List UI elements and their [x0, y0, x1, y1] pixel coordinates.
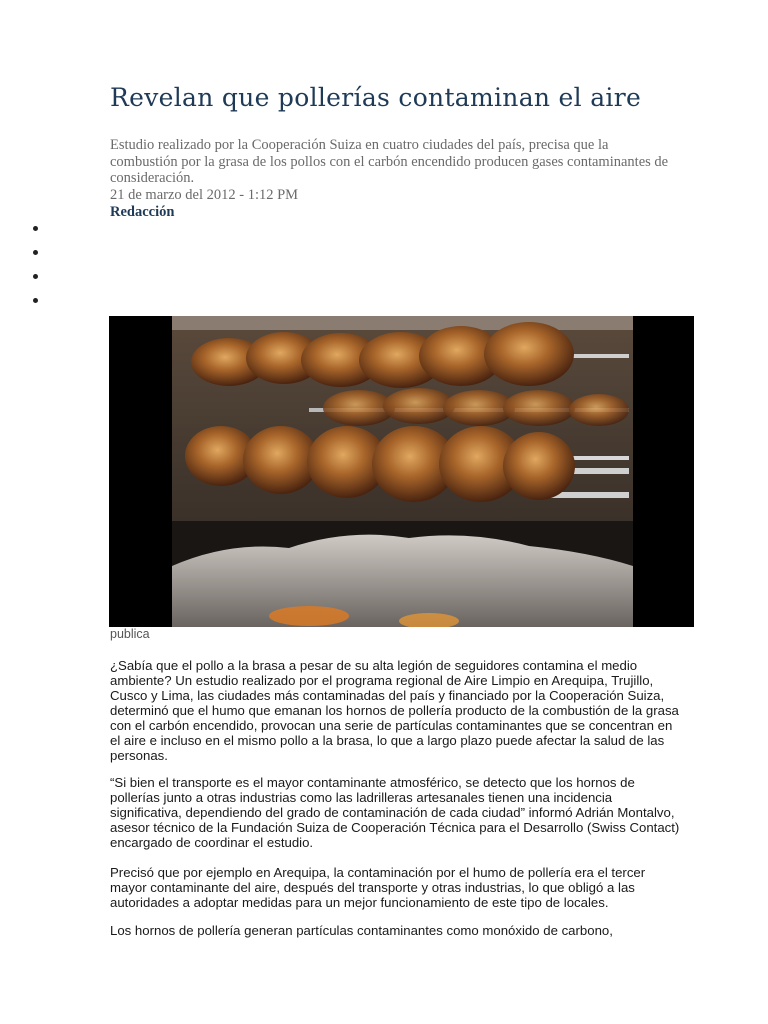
rotisserie-chicken-image: [109, 316, 694, 627]
share-link-item[interactable]: [30, 245, 50, 269]
article-paragraph: ¿Sabía que el pollo a la brasa a pesar de su alta legión de seguidores contamina el medio ambiente? Un estudio realizado por el programa regional de Aire Limpio en Arequipa, Trujillo, Cusco y Lima, las ciudades más contaminadas del país y financiado por la Cooperación Suiza, determinó que el humo que emanan los hornos de pollería producto de la combustión de la grasa con el carbón encendido, provocan una serie de partículas contaminantes que se concentran en el aire e incluso en el mismo pollo a la brasa, lo que a largo plazo puede afectar la salud de las personas.: [110, 658, 679, 763]
article-date: 21 de marzo del 2012 - 1:12 PM: [110, 187, 299, 203]
article-paragraph: “Si bien el transporte es el mayor contaminante atmosférico, se detecto que los hornos de pollerías junto a otras industrias como las ladrilleras artesanales tienen una incidencia significativa, dependiendo del grado de contaminación de cada ciudad” informó Adrián Montalvo, asesor técnico de la Fundación Suiza de Cooperación Técnica para el Desarrollo (Swiss Contact) encargado de coordinar el estudio.: [110, 775, 680, 850]
share-link-item[interactable]: [30, 221, 50, 245]
article-author[interactable]: Redacción: [110, 204, 175, 220]
article-photo: [109, 316, 694, 627]
share-link-item[interactable]: [30, 293, 50, 317]
photo-credit: publica: [110, 627, 150, 641]
article-lede: Estudio realizado por la Cooperación Suiza en cuatro ciudades del país, precisa que la combustión por la grasa de los pollos con el carbón encendido producen gases contaminantes de consideración.: [110, 137, 669, 186]
article-paragraph: Precisó que por ejemplo en Arequipa, la contaminación por el humo de pollería era el tercer mayor contaminante del aire, después del transporte y otras industrias, lo que obligó a las autoridades a adoptar medidas para un mejor funcionamiento de este tipo de locales.: [110, 865, 646, 910]
share-link-item[interactable]: [30, 269, 50, 293]
article-title: Revelan que pollerías contaminan el aire: [110, 83, 642, 112]
share-links-list: [30, 221, 50, 317]
article-paragraph: Los hornos de pollería generan partículas contaminantes como monóxido de carbono,: [110, 923, 613, 938]
